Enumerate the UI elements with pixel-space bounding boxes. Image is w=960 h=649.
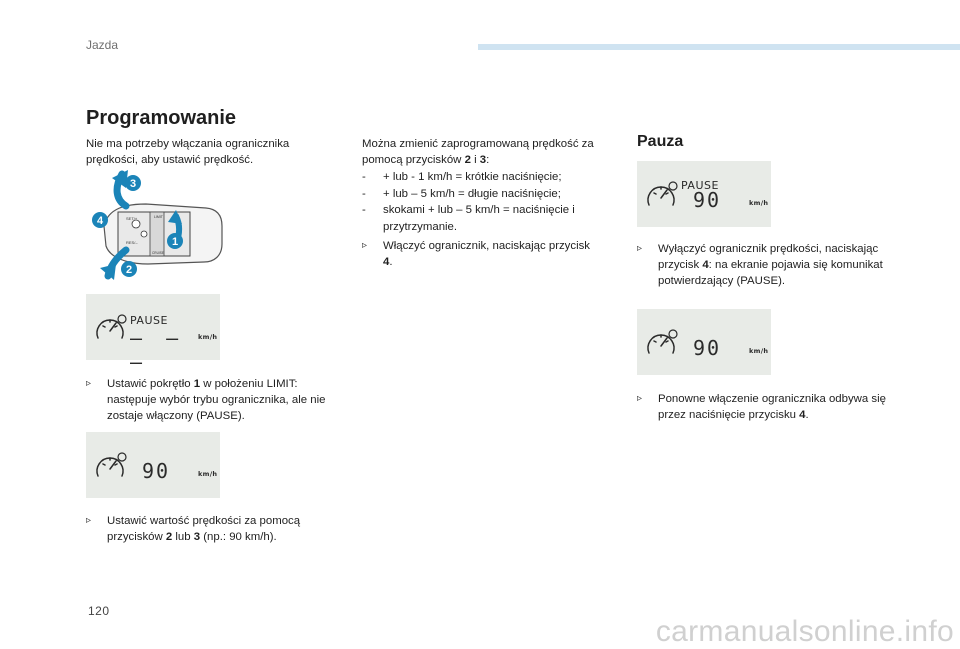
display-unit: km/h (749, 347, 769, 355)
bullet-arrow-icon: ▹ (86, 515, 92, 526)
display-pause-empty (86, 294, 220, 374)
bullet-arrow-icon: ▹ (637, 243, 643, 254)
display-speed-value: 90 (142, 459, 171, 483)
display-speed-placeholder: – – – (130, 326, 185, 374)
step-deactivate: ▹ Wyłączyć ogranicznik prędkości, naciskając przycisk 4: na ekranie pojawia się komunikat potwierdzający (PAUSE). (637, 243, 883, 287)
display-unit: km/h (198, 333, 218, 341)
list-item: - + lub - 1 km/h = krótkie naciśnięcie; (362, 171, 562, 183)
section-title-programming: Programowanie (86, 107, 237, 129)
display-speed-90-resumed (637, 309, 771, 375)
stalk-label-set: SET/+ (126, 216, 138, 221)
step-set-limit: ▹ Ustawić pokrętło 1 w położeniu LIMIT: następuje wybór trybu ogranicznika, ale nie zostaje włączony (PAUSE). (86, 378, 326, 422)
step-reactivate: ▹ Ponowne włączenie ogranicznika odbywa się przez naciśnięcie przycisku 4. (637, 393, 886, 421)
section-title-pause: Pauza (637, 133, 684, 150)
stalk-badge-4: 4 (96, 215, 104, 227)
stalk-badge-3: 3 (129, 178, 137, 190)
display-pause-label: PAUSE (130, 314, 168, 327)
display-unit: km/h (749, 199, 769, 207)
display-unit: km/h (198, 470, 218, 478)
stalk-illustration (86, 168, 226, 285)
list-item: - skokami + lub – 5 km/h = naciśnięcie i przytrzymanie. (362, 204, 575, 233)
stalk-badge-2: 2 (125, 264, 133, 276)
display-pause-90 (637, 161, 771, 227)
page-number: 120 (88, 604, 110, 618)
change-list (362, 169, 612, 235)
bullet-arrow-icon: ▹ (637, 393, 643, 404)
stalk-label-limit: LIMIT (154, 215, 163, 219)
stalk-label-res: RES/– (126, 240, 138, 245)
running-header: Jazda (86, 38, 119, 52)
stalk-label-cruise: CRUISE (152, 251, 165, 255)
watermark: carmanualsonline.info (655, 615, 954, 648)
step-set-speed: ▹ Ustawić wartość prędkości za pomocą przycisków 2 lub 3 (np.: 90 km/h). (86, 515, 301, 543)
bullet-arrow-icon: ▹ (362, 240, 368, 251)
display-speed-value: 90 (693, 188, 722, 212)
header-bar (478, 44, 960, 50)
step-activate: ▹ Włączyć ogranicznik, naciskając przycisk 4. (362, 240, 590, 268)
display-speed-value: 90 (693, 336, 722, 360)
stalk-badge-1: 1 (171, 236, 179, 248)
list-item: - + lub – 5 km/h = długie naciśnięcie; (362, 187, 561, 200)
display-speed-90 (86, 432, 220, 498)
programming-intro: Nie ma potrzeby włączania ogranicznika prędkości, aby ustawić prędkość. (86, 138, 290, 166)
bullet-arrow-icon: ▹ (86, 378, 92, 389)
display-pause-label: PAUSE (681, 179, 719, 192)
change-intro: Można zmienić zaprogramowaną prędkość za pomocą przycisków 2 i 3: (362, 138, 594, 166)
